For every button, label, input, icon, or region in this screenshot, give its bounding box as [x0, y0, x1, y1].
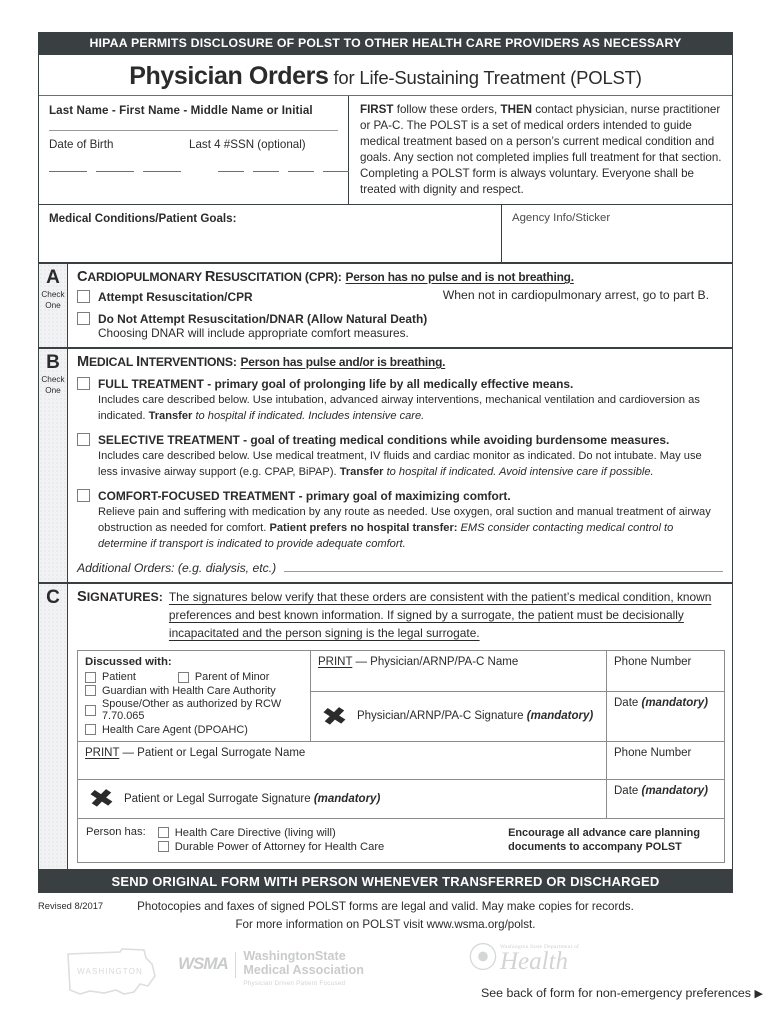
section-b-heading-rest1: EDICAL [88, 354, 137, 369]
footer-line-1: Photocopies and faxes of signed POLST forms are legal and valid. May make copies for records. [137, 900, 634, 913]
patient-signature-label [124, 793, 380, 805]
discussed-option-patient: Patient [102, 671, 136, 684]
discussed-with-cell [78, 651, 311, 741]
instructions-block [349, 96, 732, 204]
patient-date-cell[interactable] [607, 780, 724, 818]
name-write-line[interactable] [49, 130, 338, 131]
section-b-option-comfort-title-rest: - primary goal of maximizing comfort. [295, 489, 511, 504]
section-b-full-desc-bold: Transfer [148, 409, 193, 422]
dob-blank-day[interactable] [96, 161, 134, 172]
section-b-com-desc-bold: Patient prefers no hospital transfer: [269, 522, 458, 535]
patient-print-cell[interactable] [78, 742, 607, 779]
person-has-option-directive: Health Care Directive (living will) [174, 826, 336, 839]
physician-date-mandatory: (mandatory) [641, 697, 708, 710]
section-b-option-selective-desc [98, 448, 723, 480]
send-original-banner: SEND ORIGINAL FORM WITH PERSON WHENEVER TRANSFERRED OR DISCHARGED [38, 870, 733, 893]
physician-signature-cell[interactable] [311, 692, 607, 741]
section-b-full-desc-pre: Includes care described below. Use intubation, advanced airway interventions, mechanical ventilation and cardioversion as indicated. [98, 393, 700, 422]
person-has-row-dpoa[interactable] [158, 841, 385, 853]
person-has-row-directive[interactable] [158, 827, 385, 839]
print-physician-rest: — Physician/ARNP/PA-C Name [352, 656, 519, 669]
checkbox-dnar[interactable] [77, 312, 90, 325]
section-b-option-selective-title [98, 433, 723, 447]
medical-conditions-label: Medical Conditions/Patient Goals: [49, 211, 237, 225]
physician-date-cell[interactable] [607, 692, 724, 741]
wsma-logo [178, 950, 364, 987]
discussed-row-spouse[interactable] [85, 698, 303, 722]
section-a-body [68, 264, 732, 347]
section-b-option-full-desc [98, 392, 723, 424]
doh-small-line: Washington State Department of [500, 944, 580, 950]
print-patient-rest: — Patient or Legal Surrogate Name [119, 746, 306, 759]
name-label: Last Name - First Name - Middle Name or Initial [49, 104, 313, 117]
section-a-option-2-title: Do Not Attempt Resuscitation/DNAR (Allow Natural Death) [98, 311, 428, 326]
checkbox-patient[interactable] [85, 672, 96, 683]
section-b-heading-m: M [77, 353, 89, 370]
discussed-option-agent: Health Care Agent (DPOAHC) [102, 723, 248, 736]
section-b-heading [77, 354, 723, 370]
page-title: Physician Orders [129, 62, 329, 90]
section-b-full-desc-italic: to hospital if indicated. Includes intensive care. [192, 409, 425, 422]
section-a-heading-rest1: ARDIOPULMONARY [87, 269, 205, 284]
section-b-option-full-title-rest: - primary goal of prolonging life by all medically effective means. [203, 376, 574, 391]
right-triangle-icon: ▶ [754, 988, 763, 1000]
patient-signature-mandatory: (mandatory) [313, 792, 381, 805]
wsma-tagline: Physician Driven Patient Focused [243, 980, 346, 988]
encourage-note [508, 825, 716, 855]
encourage-line-1: Encourage all advance care planning [508, 826, 700, 839]
section-b-heading-underline: Person has pulse and/or is breathing. [240, 354, 446, 369]
svg-text:WASHINGTON: WASHINGTON [77, 967, 143, 976]
discussed-row-guardian[interactable] [85, 685, 303, 697]
signature-row-3 [78, 780, 724, 819]
patient-signature-cell[interactable] [78, 780, 607, 818]
signature-row-1 [78, 651, 724, 742]
footer-block [38, 898, 733, 934]
section-a-option-2[interactable] [77, 312, 723, 326]
checkbox-comfort-focused-treatment[interactable] [77, 489, 90, 502]
section-c-letter: C [46, 587, 60, 609]
section-b-body [68, 349, 732, 583]
physician-phone-label: Phone Number [614, 656, 692, 669]
person-has-label: Person has: [86, 825, 146, 838]
discussed-option-guardian: Guardian with Health Care Authority [102, 684, 276, 697]
health-leaf-icon: ⦿ [468, 942, 498, 975]
wsma-divider [235, 952, 237, 978]
ssn-blanks[interactable] [218, 161, 349, 172]
discussed-option-parent: Parent of Minor [194, 671, 270, 684]
print-label-physician: PRINT [318, 656, 353, 669]
logo-row [38, 938, 763, 1008]
dob-ssn-write-lines[interactable] [49, 161, 338, 172]
person-has-option-dpoa: Durable Power of Attorney for Health Care [174, 840, 385, 853]
section-c [39, 582, 732, 869]
dob-blank-year[interactable] [143, 161, 181, 172]
section-b-heading-rest2: NTERVENTIONS: [139, 354, 237, 369]
agency-info-label: Agency Info/Sticker [512, 211, 611, 224]
checkbox-selective-treatment[interactable] [77, 433, 90, 446]
section-c-heading-s: S [77, 589, 87, 606]
section-b-option-selective[interactable] [77, 433, 723, 480]
section-a-note: When not in cardiopulmonary arrest, go to part B. [442, 287, 709, 302]
print-label-patient: PRINT [85, 746, 120, 759]
patient-date-label: Date [614, 784, 642, 797]
section-b-letter: B [46, 351, 60, 373]
patient-phone-label: Phone Number [614, 746, 692, 759]
checkbox-spouse-other[interactable] [85, 705, 96, 716]
section-a-option-1-title: Attempt Resuscitation/CPR [98, 289, 253, 304]
ssn-blank-1[interactable] [218, 161, 244, 172]
checkbox-durable-power-of-attorney[interactable] [158, 841, 169, 852]
section-a-letter: A [46, 266, 60, 288]
person-has-options [158, 825, 385, 853]
checkbox-parent-of-minor[interactable] [178, 672, 189, 683]
polst-form [38, 32, 733, 893]
discussed-row-agent[interactable] [85, 724, 303, 736]
doh-text-block [500, 944, 579, 974]
section-a [39, 262, 732, 347]
x-mark-icon-physician: ✖ [319, 700, 350, 732]
see-back-text: See back of form for non-emergency preferences [481, 986, 751, 1000]
hipaa-banner: HIPAA PERMITS DISCLOSURE OF POLST TO OTHER HEALTH CARE PROVIDERS AS NECESSARY [38, 32, 733, 55]
section-c-heading-label [77, 589, 163, 643]
washington-state-map-icon [60, 946, 160, 1005]
section-b-option-selective-title-rest: - goal of treating medical conditions while avoiding burdensome measures. [239, 433, 670, 448]
physician-print-cell[interactable] [311, 651, 607, 691]
section-a-heading-r: R [204, 268, 216, 285]
section-b-option-selective-title-bold: SELECTIVE TREATMENT [98, 433, 240, 448]
wsma-wordmark: WSMA [178, 954, 228, 973]
section-a-heading-rest2: ESUSCITATION (CPR): [215, 269, 342, 284]
physician-print-row [311, 651, 724, 692]
ssn-label: Last 4 #SSN (optional) [189, 138, 306, 151]
encourage-line-2: documents to accompany POLST [508, 841, 682, 854]
section-b-com-desc-pre: Relieve pain and suffering with medication by any route as needed. Use oxygen, oral suction and manual treatment of airway obstruction as needed for comfort. [98, 506, 711, 535]
section-b-option-full[interactable] [77, 377, 723, 424]
section-a-heading-underline: Person has no pulse and is not breathing. [345, 269, 574, 284]
checkbox-full-treatment[interactable] [77, 377, 90, 390]
patient-phone-cell[interactable] [607, 742, 724, 779]
section-b-option-comfort-title [98, 489, 723, 503]
ssn-blank-4[interactable] [323, 161, 349, 172]
section-b-sel-desc-pre: Includes care described below. Use medical treatment, IV fluids and cardiac monitor as indicated. Do not intubate. May use less invasive airway support (e.g. CPAP, BiPAP). [98, 450, 702, 479]
patient-signature-text: Patient or Legal Surrogate Signature [123, 792, 314, 805]
signature-table [77, 650, 725, 863]
section-b-heading-i: I [136, 353, 140, 370]
instructions-then-word: THEN [500, 103, 533, 116]
physician-signature-label [357, 710, 593, 722]
additional-orders-input[interactable] [284, 571, 723, 572]
section-c-tab [39, 584, 68, 869]
section-c-statement: The signatures below verify that these orders are consistent with the patient’s medical condition, known preferences and best known information. If signed by a surrogate, the patient must be decisionally incapacitated and the person signing is the legal surrogate. [168, 590, 712, 641]
signature-row-4 [78, 819, 724, 862]
discussed-row-patient[interactable] [85, 671, 303, 683]
dob-blanks[interactable] [49, 161, 181, 172]
department-of-health-logo [468, 944, 579, 974]
section-b-option-comfort-title-bold: COMFORT-FOCUSED TREATMENT [98, 489, 296, 504]
section-c-heading [77, 589, 725, 643]
section-a-check-one-1: Check [41, 289, 65, 299]
checkbox-health-care-agent[interactable] [85, 724, 96, 735]
section-b-com-desc-italic: EMS consider contacting medical control to determine if transport is indicated to provide adequate comfort. [98, 522, 674, 551]
physician-block [311, 651, 724, 741]
checkbox-attempt-cpr[interactable] [77, 290, 90, 303]
medical-conditions-field[interactable] [39, 205, 502, 262]
medical-conditions-row [39, 204, 732, 262]
revision-date: Revised 8/2017 [38, 900, 104, 911]
dob-blank-month[interactable] [49, 161, 87, 172]
section-b-option-full-title [98, 377, 723, 391]
identity-row [39, 95, 732, 204]
section-a-heading [77, 269, 723, 285]
section-b-sel-desc-bold: Transfer [339, 466, 384, 479]
wsma-name-block [243, 950, 364, 987]
section-a-tab [39, 264, 68, 347]
form-title [39, 55, 732, 95]
physician-phone-cell[interactable] [607, 651, 724, 691]
doh-big-line: Health [500, 948, 569, 975]
section-b-tab [39, 349, 68, 583]
ssn-blank-2[interactable] [253, 161, 279, 172]
section-b-option-full-title-bold: FULL TREATMENT [98, 376, 204, 391]
section-a-check-one-2: One [45, 301, 61, 311]
page-subtitle: for Life-Sustaining Treatment (POLST) [328, 67, 642, 88]
ssn-blank-3[interactable] [288, 161, 314, 172]
wsma-name-line-2: Medical Association [243, 962, 364, 977]
checkbox-guardian[interactable] [85, 685, 96, 696]
section-c-heading-rest: IGNATURES: [86, 590, 163, 605]
patient-date-mandatory: (mandatory) [641, 784, 708, 797]
discussed-with-label: Discussed with: [85, 656, 172, 669]
person-has-block [78, 819, 724, 862]
instructions-first-word: FIRST [360, 103, 394, 116]
section-b-option-comfort[interactable] [77, 489, 723, 552]
physician-signature-row [311, 692, 724, 741]
section-a-option-2-desc: Choosing DNAR will include appropriate comfort measures. [98, 325, 409, 340]
discussed-option-spouse: Spouse/Other as authorized by RCW 7.70.065 [102, 698, 282, 723]
x-mark-icon-patient: ✖ [86, 783, 117, 815]
agency-info-field[interactable] [502, 205, 732, 262]
checkbox-health-care-directive[interactable] [158, 827, 169, 838]
wsma-name-line-1: WashingtonState [243, 949, 346, 963]
section-b-sel-desc-italic: to hospital if indicated. Avoid intensive care if possible. [383, 466, 654, 479]
instructions-part2: contact physician, nurse practitioner or PA-C. The POLST is a set of medical orders intended to guide medical treatment based on a person’s current medical condition and goals. Any section not completed implies full treatment for that section. Completing a POLST form is always voluntary. Everyone shall be treated with dignity and respect. [360, 103, 722, 196]
section-b-option-comfort-desc [98, 504, 723, 552]
physician-signature-text: Physician/ARNP/PA-C Signature [356, 710, 527, 723]
physician-date-label: Date [614, 697, 642, 710]
dob-label: Date of Birth [49, 138, 114, 151]
see-back-note [481, 986, 763, 1000]
additional-orders-label: Additional Orders: (e.g. dialysis, etc.) [77, 561, 277, 576]
instructions-part1: follow these orders, [393, 103, 501, 116]
section-b [39, 347, 732, 583]
dob-ssn-labels [49, 138, 338, 151]
signature-row-2 [78, 742, 724, 780]
patient-identity-block [39, 96, 349, 204]
form-frame [38, 55, 733, 870]
physician-signature-mandatory: (mandatory) [526, 710, 594, 723]
section-a-heading-c: C [77, 268, 88, 285]
additional-orders-row[interactable] [77, 561, 723, 575]
section-b-check-one-1: Check [41, 374, 65, 384]
section-c-body [68, 584, 732, 869]
section-b-check-one-2: One [45, 386, 61, 396]
footer-line-2: For more information on POLST visit www.wsma.org/polst. [235, 917, 536, 931]
